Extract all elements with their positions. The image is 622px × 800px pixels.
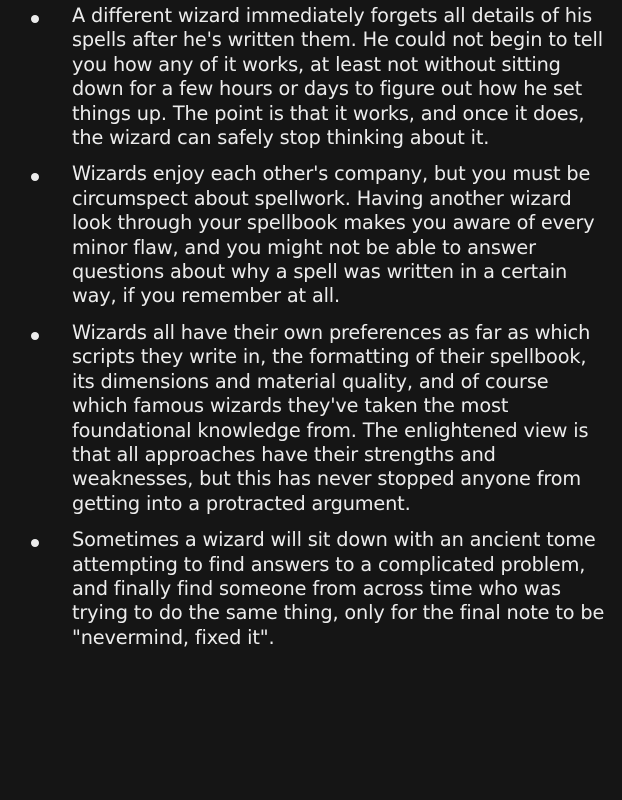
bullet-list	[0, 4, 622, 650]
list-item-text: Wizards all have their own preferences as far as which scripts they write in, the formatting of their spellbook, its dimensions and material quality, and of course which famous wizards they've taken the most foundational knowledge from. The enlightened view is that all approaches have their strengths and weaknesses, but this has never stopped anyone from getting into a protracted argument.	[72, 320, 591, 515]
bullet-dot-icon	[31, 332, 39, 340]
list-item-text: Sometimes a wizard will sit down with an ancient tome attempting to find answers to a complicated problem, and finally find someone from across time who was trying to do the same thing, only for the final note to be "nevermind, fixed it".	[72, 528, 605, 649]
list-item	[0, 321, 622, 516]
list-item	[0, 4, 622, 150]
list-item-text: Wizards enjoy each other's company, but you must be circumspect about spellwork. Having another wizard look through your spellbook makes you aware of every minor flaw, and you might not be able to answer questions about why a spell was written in a certain way, if you remember at all.	[72, 162, 595, 308]
bullet-dot-icon	[31, 173, 39, 181]
list-item-text: A different wizard immediately forgets all details of his spells after he's written them. He could not begin to tell you how any of it works, at least not without sitting down for a few hours or days to figure out how he set things up. The point is that it works, and once it does, the wizard can safely stop thinking about it.	[72, 4, 603, 150]
bullet-dot-icon	[31, 539, 39, 547]
list-item	[0, 162, 622, 308]
bullet-dot-icon	[31, 15, 39, 23]
list-item	[0, 528, 622, 650]
